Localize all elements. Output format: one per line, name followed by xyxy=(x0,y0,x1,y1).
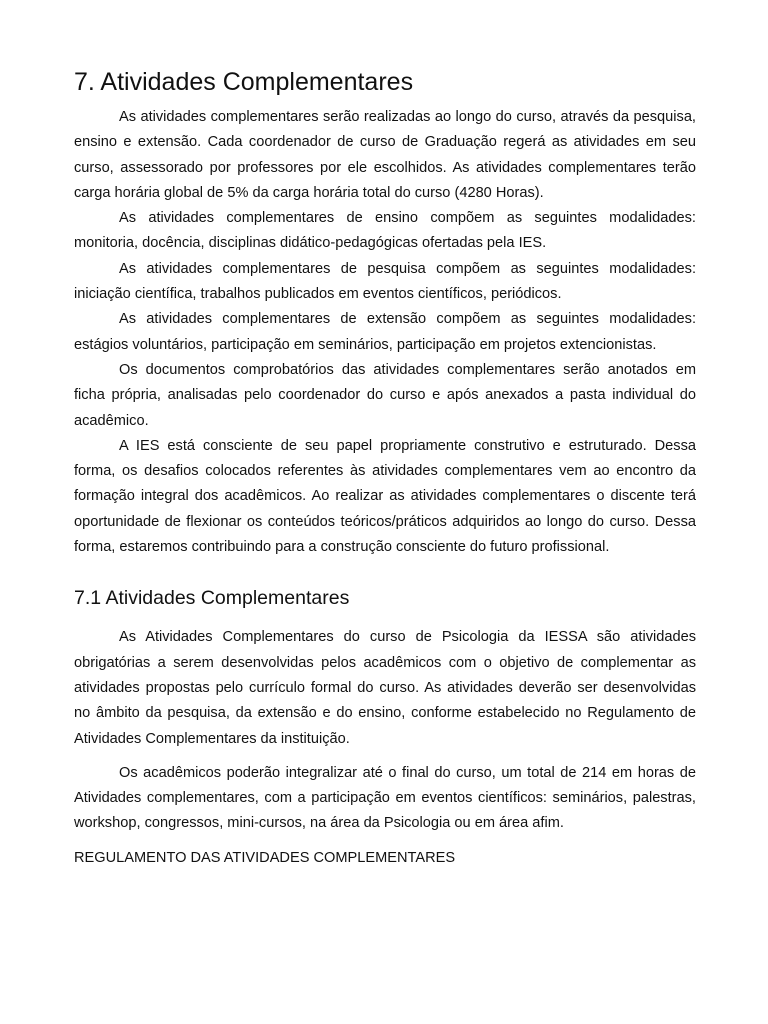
document-page xyxy=(74,66,696,880)
regulation-title: REGULAMENTO DAS ATIVIDADES COMPLEMENTARES xyxy=(74,849,456,866)
paragraph: Os acadêmicos poderão integralizar até o final do curso, um total de 214 em horas de Atividades complementares, com a participação em eventos científicos: seminários, palestras, workshop, congressos, mini-cursos, na área da Psicologia ou em área afim. xyxy=(74,764,696,832)
paragraph: As atividades complementares de extensão compõem as seguintes modalidades: estágios voluntários, participação em seminários, participação em projetos extencionistas. xyxy=(74,311,696,353)
paragraph: Os documentos comprobatórios das atividades complementares serão anotados em ficha própria, analisadas pelo coordenador do curso e após anexados a pasta individual do acadêmico. xyxy=(74,361,696,429)
paragraph: As atividades complementares de ensino compõem as seguintes modalidades: monitoria, docência, disciplinas didático-pedagógicas ofertadas pela IES. xyxy=(74,210,696,252)
section-heading-7-1: 7.1 Atividades Complementares xyxy=(74,587,350,610)
paragraph: As Atividades Complementares do curso de Psicologia da IESSA são atividades obrigatórias a serem desenvolvidas pelos acadêmicos com o objetivo de complementar as atividades propostas pelo currículo formal do curso. As atividades deverão ser desenvolvidas no âmbito da pesquisa, da extensão e do ensino, conforme estabelecido no Regulamento de Atividades Complementares da instituição. xyxy=(74,629,696,747)
paragraph: A IES está consciente de seu papel propriamente construtivo e estruturado. Dessa forma, os desafios colocados referentes às atividades complementares vem ao encontro da formação integral dos acadêmicos. Ao realizar as atividades complementares o discente terá oportunidade de flexionar os conteúdos teóricos/práticos adquiridos ao longo do curso. Dessa forma, estaremos contribuindo para a construção consciente do futuro profissional. xyxy=(74,437,696,556)
section-7-1-body xyxy=(74,625,696,871)
section-7-body xyxy=(74,105,696,560)
section-heading-7: 7. Atividades Complementares xyxy=(74,68,414,96)
paragraph: As atividades complementares de pesquisa compõem as seguintes modalidades: iniciação científica, trabalhos publicados em eventos científicos, periódicos. xyxy=(74,260,696,303)
paragraph: As atividades complementares serão realizadas ao longo do curso, através da pesquisa, ensino e extensão. Cada coordenador de curso de Graduação regerá as atividades em seu curso, assessorado por professores por ele escolhidos. As atividades complementares terão carga horária global de 5% da carga horária total do curso (4280 Horas). xyxy=(74,109,696,201)
